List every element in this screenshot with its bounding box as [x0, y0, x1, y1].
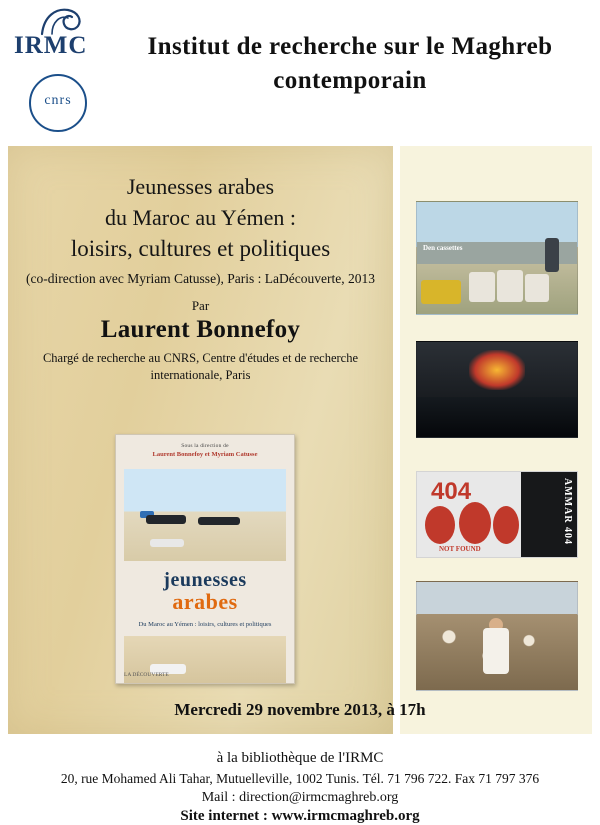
- right-photo-panel: [400, 146, 592, 734]
- photo1-car: [421, 280, 461, 304]
- book-publisher: LA DÉCOUVERTE: [124, 672, 169, 678]
- poster-body: [0, 140, 600, 735]
- speaker-affiliation: Chargé de recherche au CNRS, Centre d'études et de recherche internationale, Paris: [42, 350, 359, 382]
- cnrs-logo: [29, 74, 87, 132]
- photo3-number: 404: [431, 478, 472, 505]
- event-subtitle: (co-direction avec Myriam Catusse), Paris : LaDécouverte, 2013: [26, 271, 376, 287]
- book-cover-header: [116, 435, 294, 465]
- contact-address: 20, rue Mohamed Ali Tahar, Mutuelleville, 1002 Tunis. Tél. 71 796 722. Fax 71 797 376: [60, 771, 540, 786]
- book-title-bottom: arabes: [172, 589, 238, 614]
- photo1-person-3: [525, 274, 549, 302]
- photo3-tag: NOT FOUND: [439, 545, 481, 553]
- cover-figure-3: [150, 539, 184, 547]
- logo-group: [8, 6, 108, 132]
- photo3-mouth-2: [459, 502, 491, 544]
- book-direction-label: Sous la direction de: [181, 443, 229, 449]
- poster-footer: [0, 700, 600, 825]
- by-label: Par: [191, 297, 210, 313]
- photo3-vertical-text: AMMAR 404: [562, 478, 573, 546]
- event-title: [26, 171, 375, 266]
- photo2-flame: [469, 350, 525, 390]
- book-cover-image: [115, 434, 295, 684]
- photo-ammar-404: [416, 471, 578, 558]
- book-cover-subtitle: Du Maroc au Yémen : loisirs, cultures et politiques: [138, 621, 272, 628]
- photo4-man-body: [483, 628, 509, 674]
- photo-crowd-demonstration: [416, 581, 578, 691]
- photo1-caption: Den cassettes: [423, 244, 463, 252]
- event-venue: à la bibliothèque de l'IRMC: [216, 750, 384, 766]
- book-cover-title: [116, 569, 294, 615]
- left-content-panel: [8, 146, 393, 734]
- event-title-line1: Jeunesses arabes: [126, 174, 275, 199]
- contact-mail: Mail : direction@irmcmaghreb.org: [201, 790, 399, 805]
- book-cover-photo-top: [124, 469, 286, 561]
- photo1-person-2: [497, 270, 523, 302]
- event-title-block: [8, 146, 393, 383]
- irmc-logo: [12, 6, 104, 68]
- photo2-crowd: [417, 397, 577, 437]
- contact-website: Site internet : www.irmcmaghreb.org: [180, 808, 420, 824]
- institute-title-line2: contemporain: [273, 66, 427, 94]
- page-title: [110, 30, 590, 98]
- photo4-sky: [417, 582, 577, 614]
- photo1-person-1: [469, 272, 495, 302]
- photo-street-sitting: [416, 201, 578, 315]
- institute-title-line1: Institut de recherche sur le Maghreb: [147, 33, 553, 60]
- irmc-logo-text: IRMC: [14, 32, 88, 59]
- cover-figure-1: [146, 515, 186, 524]
- poster-header: [0, 0, 600, 140]
- cnrs-logo-text: cnrs: [44, 93, 72, 108]
- event-date: Mercredi 29 novembre 2013, à 17h: [174, 700, 426, 719]
- event-title-line3: loisirs, cultures et politiques: [70, 236, 331, 262]
- photo3-mouth-1: [425, 506, 455, 544]
- cover-figure-2: [198, 517, 240, 525]
- photo-night-protest: [416, 341, 578, 438]
- event-title-line2: du Maroc au Yémen :: [104, 205, 296, 231]
- photo3-black-area: [521, 472, 577, 557]
- photo1-standing-figure: [545, 238, 559, 272]
- book-title-top: jeunesses: [163, 569, 247, 591]
- book-authors: Laurent Bonnefoy et Myriam Catusse: [152, 451, 258, 458]
- photo3-mouth-3: [493, 506, 519, 544]
- speaker-name: Laurent Bonnefoy: [100, 315, 301, 343]
